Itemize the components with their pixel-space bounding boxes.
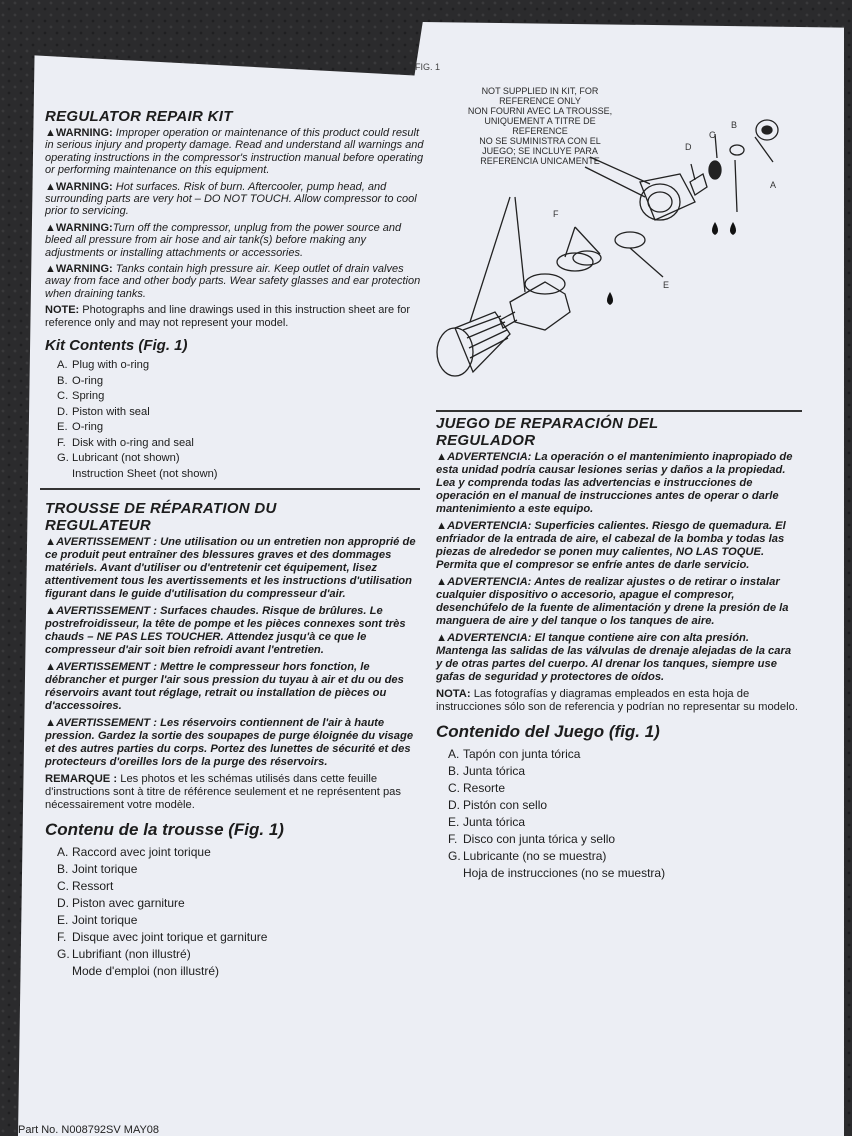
kit-contents-heading: Contenu de la trousse (Fig. 1) (45, 820, 284, 839)
list-item: F. Disco con junta tórica y sello (448, 832, 616, 846)
list-item: E. O-ring (57, 421, 104, 434)
list-item: D. Piston with seal (57, 405, 150, 418)
list-item: E. Junta tórica (448, 815, 526, 829)
warning-operation: ▲WARNING: Improper operation or maintenance of this product could result in serious injury and property damage. Read and understand all warnings and operating instructions in the compressor's instruction manual before operating or performing maintenance on this equipment. (45, 127, 424, 177)
list-item: F. Disk with o-ring and seal (57, 436, 194, 449)
french-section (45, 500, 425, 980)
spanish-section (436, 415, 800, 882)
callout-line: JUEGO; SE INCLUYE PARA (482, 146, 598, 156)
list-item: G. Lubricante (no se muestra) (448, 849, 607, 863)
part-label-e: E (663, 280, 670, 290)
callout-line: UNIQUEMENT A TITRE DE (484, 116, 596, 126)
callout-line: NON FOURNI AVEC LA TROUSSE, (467, 106, 613, 116)
note: REMARQUE : Les photos et les schémas utilisés dans cette feuille d'instructions sont à titre de référence seulement et ne représentent pas nécessairement votre modèle. (45, 773, 401, 811)
list-item: G. Lubricant (not shown) (57, 452, 180, 465)
list-item: E. Joint torique (57, 913, 138, 927)
part-label-c: C (709, 130, 716, 140)
part-label-a: A (770, 180, 777, 190)
list-item: C. Ressort (57, 879, 114, 893)
part-label-b: B (731, 120, 738, 130)
note: NOTE: Photographs and line drawings used in this instruction sheet are for reference only and may not represent your model. (45, 304, 411, 329)
list-item: Instruction Sheet (not shown) (72, 467, 218, 480)
warning-turn-off: ▲AVERTISSEMENT : Mettre le compresseur hors fonction, le débrancher et purger l'air sous pression du tuyau à air et du ou des réservoirs avant tout réglage, retrait ou installation de pièces ou d'accessoires. (45, 661, 404, 712)
section-divider (436, 410, 802, 412)
part-label-f: F (553, 209, 559, 219)
warning-tanks: ▲AVERTISSEMENT : Les réservoirs contiennent de l'air à haute pression. Gardez la sortie des soupapes de purge éloignée du visage et des autres parties du corps. Portez des lunettes de sécurité et des protecteurs d'oreilles lors de la purge des réservoirs. (45, 717, 414, 768)
callout-line: REFERENCE (512, 126, 568, 136)
list-item: C. Spring (57, 390, 105, 403)
kit-contents-list (57, 844, 425, 980)
list-item: C. Resorte (448, 781, 506, 795)
list-item: A. Tapón con junta tórica (448, 747, 581, 761)
warning-hot-surfaces: ▲WARNING: Hot surfaces. Risk of burn. Aftercooler, pump head, and surrounding parts are very hot – DO NOT TOUCH. Allow compressor to cool prior to servicing. (45, 180, 417, 218)
figure-label: FIG. 1 (415, 62, 441, 72)
warning-hot-surfaces: ▲AVERTISSEMENT : Surfaces chaudes. Risque de brûlures. Le postrefroidisseur, la tête de pompe et les pièces connexes sont très chauds – NE PAS LES TOUCHER. Attendez jusqu'à ce que le compresseur d'air soit bien refroidi avant l'entretien. (45, 605, 406, 656)
warning-operation: ▲AVERTISSEMENT : Une utilisation ou un entretien non approprié de ce produit peut entraîner des blessures graves et des dommages matériels. Avant d'utiliser ou d'entretenir cet équipement, lisez attentivement tous les avertissements et les instructions d'utilisation figurant dans le guide d'utilisation du compresseur d'air. (45, 536, 416, 600)
part-number: Part No. N008792SV MAY08 (18, 1124, 160, 1136)
list-item: A. Plug with o-ring (57, 359, 150, 372)
english-title: REGULATOR REPAIR KIT (45, 108, 233, 125)
warning-turn-off: ▲WARNING:Turn off the compressor, unplug from the power source and bleed all pressure from air hose and air tank(s) before making any adjustments or installing attachments or accessories. (45, 221, 402, 259)
warning-turn-off: ▲ADVERTENCIA: Antes de realizar ajustes o de retirar o instalar cualquier dispositivo o accesorio, apague el compresor, desenchúfelo de la fuente de alimentación y drene la presión de la manguera de aire y del tanque o los tanques de aire. (436, 576, 789, 627)
list-item: B. O-ring (57, 374, 104, 387)
warning-tanks: ▲WARNING: Tanks contain high pressure air. Keep outlet of drain valves away from face and other body parts. Wear safety glasses and ear protection when draining tanks. (45, 263, 421, 300)
warning-hot-surfaces: ▲ADVERTENCIA: Superficies calientes. Riesgo de quemadura. El enfriador de la entrada de aire, el cabezal de la bomba y todas las piezas de alrededor se ponen muy calientes, NO LAS TOQUE. Permita que el compresor se enfríe antes de darle servicio. (436, 520, 786, 571)
exploded-parts-drawing (415, 62, 785, 392)
list-item: D. Pistón con sello (448, 798, 548, 812)
list-item: G. Lubrifiant (non illustré) (57, 947, 191, 961)
kit-contents-list (448, 746, 800, 882)
callout-line: NOT SUPPLIED IN KIT, FOR (481, 86, 599, 96)
warning-tanks: ▲ADVERTENCIA: El tanque contiene aire con alta presión. Mantenga las salidas de las válvulas de drenaje alejadas de la cara y de otras partes del cuerpo. Al drenar los tanques, siempre use gafas de seguridad y protectores de oídos. (436, 632, 792, 683)
figure-1 (415, 62, 785, 392)
spanish-title: JUEGO DE REPARACIÓN DEL REGULADOR (436, 415, 659, 449)
kit-contents-heading: Kit Contents (Fig. 1) (45, 337, 188, 355)
kit-contents-heading: Contenido del Juego (fig. 1) (436, 722, 660, 741)
section-divider (40, 488, 420, 490)
list-item: Hoja de instrucciones (no se muestra) (463, 866, 666, 880)
callout-line: REFERENCE ONLY (499, 96, 581, 106)
list-item: B. Joint torique (57, 862, 138, 876)
kit-contents-list (57, 358, 425, 482)
list-item: A. Raccord avec joint torique (57, 845, 211, 859)
note: NOTA: Las fotografías y diagramas empleados en esta hoja de instrucciones sólo son de referencia y podrían no representar su modelo. (436, 688, 798, 713)
warning-operation: ▲ADVERTENCIA: La operación o el mantenimiento inapropiado de esta unidad podría causar lesiones serias y daños a la propiedad. Lea y comprenda todas las advertencias e instrucciones de operación en el manual de instrucciones antes de operar o darle mantenimiento a este equipo. (436, 451, 793, 515)
part-label-d: D (685, 142, 692, 152)
french-title: TROUSSE DE RÉPARATION DU REGULATEUR (45, 500, 277, 534)
list-item: F. Disque avec joint torique et garniture (57, 930, 268, 944)
list-item: B. Junta tórica (448, 764, 526, 778)
list-item: Mode d'emploi (non illustré) (72, 964, 220, 978)
callout-line: NO SE SUMINISTRA CON EL (479, 136, 601, 146)
list-item: D. Piston avec garniture (57, 896, 185, 910)
english-section (45, 108, 425, 482)
callout-line: REFERENCIA UNICAMENTE (480, 156, 600, 166)
